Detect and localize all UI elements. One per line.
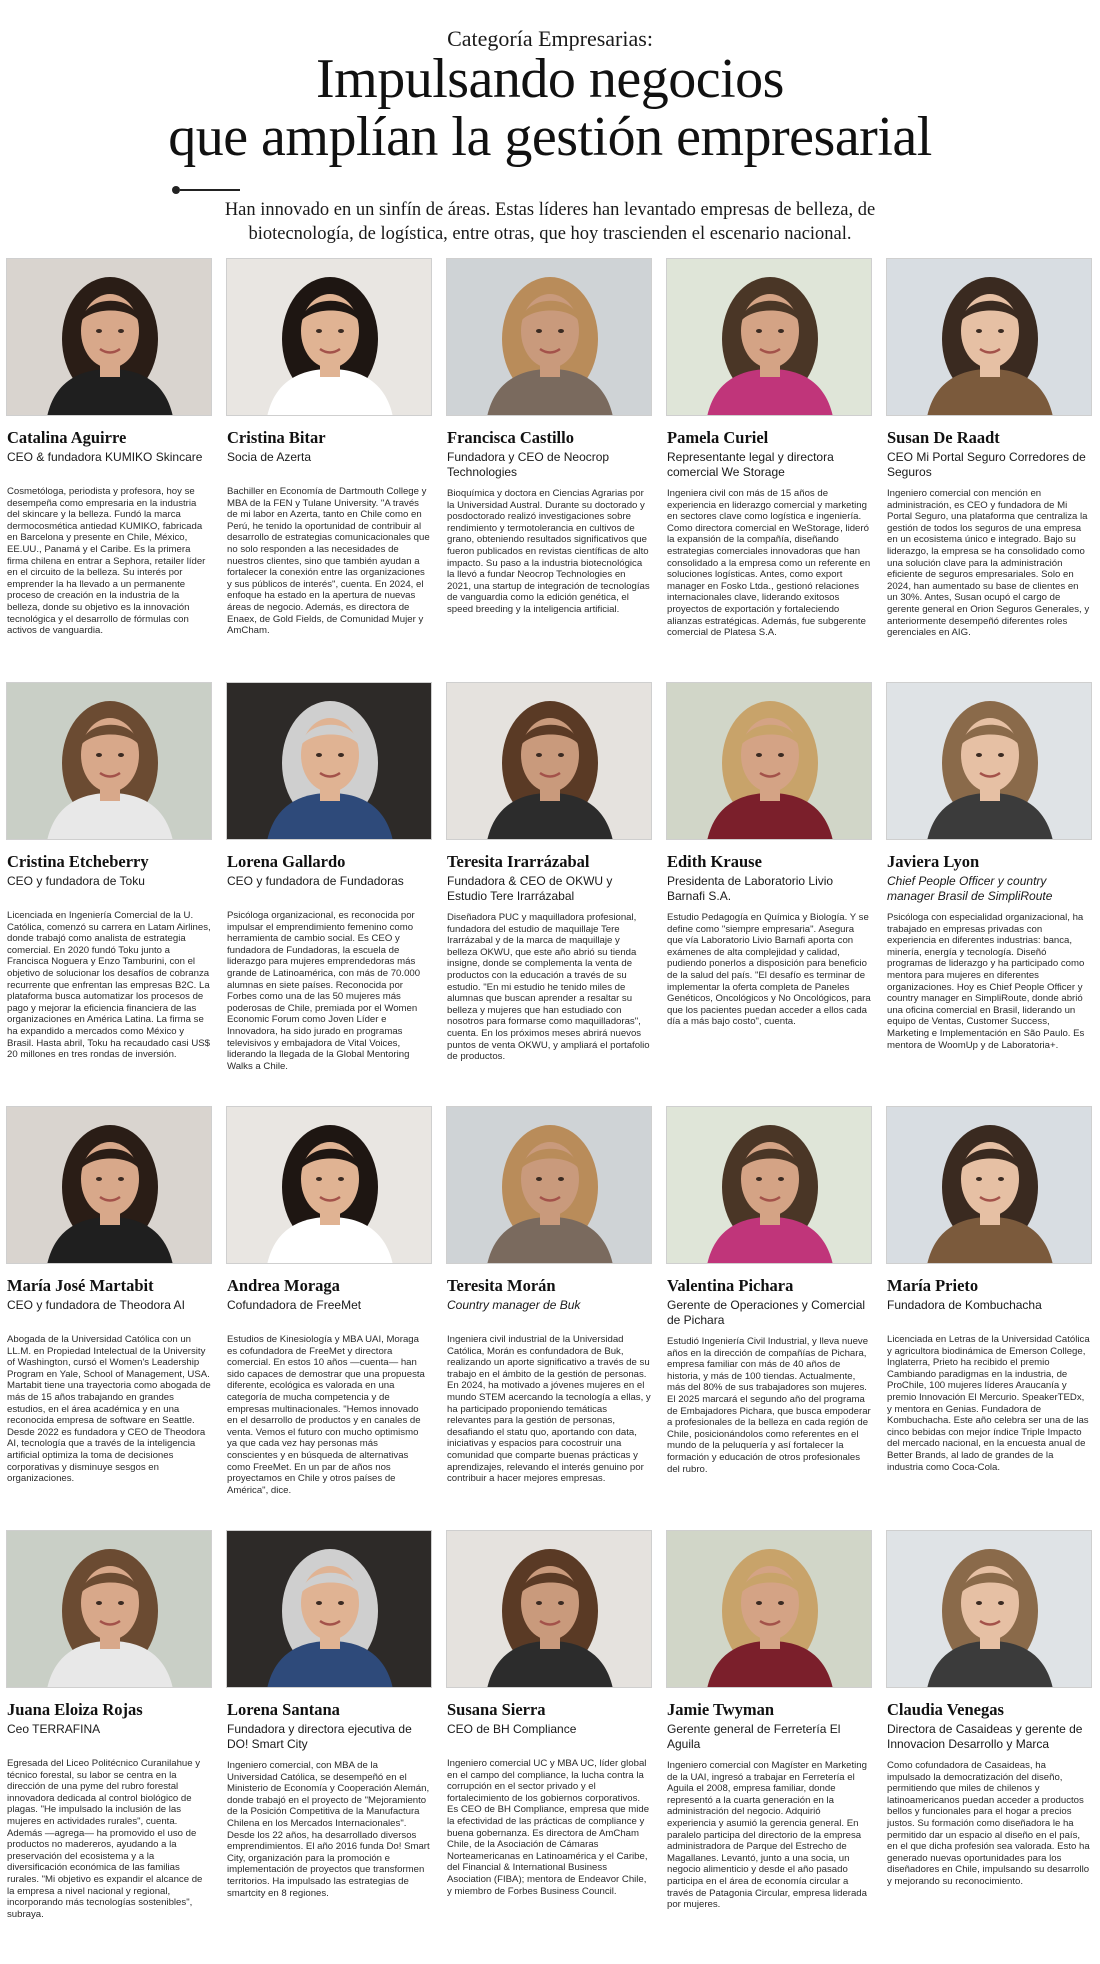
profile-name: Javiera Lyon	[887, 852, 980, 871]
profile-name: Jamie Twyman	[667, 1700, 775, 1719]
profile-bio: Ingeniera civil con más de 15 años de experiencia en liderazgo comercial y marketing en sectores clave como logística e ingeniería. Como directora comercial en WeStorage, lideró la expansión de la compañía, diseñando estrategias comerciales innovadoras que han consolidado a la empresa como un referente en soluciones logísticas. Antes, como export manager en Fosko Ltda., gestionó relaciones internacionales clave, liderando exitosos proyectos de exportación y fortaleciendo alianzas estratégicas. Además, fue subgerente comercial de Platesa S.A.	[667, 488, 871, 639]
profile-bio: Diseñadora PUC y maquilladora profesional, fundadora del estudio de maquillaje Tere Irarrázabal y de la marca de maquillaje y belleza OKWU, que este año abrió su tienda insigne, donde se complementa la venta de productos con la educación a través de su estudio. "En mi estudio he tenido miles de alumnas que buscan aprender a resaltar su belleza y mujeres que han estudiado con nosotros para formarse como maquilladoras", cuenta. En los próximos meses abrirá nuevos puntos de venta OKWU, y ampliará el portafolio de productos.	[447, 912, 650, 1063]
profile-role: Fundadora y directora ejecutiva de DO! Smart City	[227, 1722, 412, 1751]
profile-bio: Psicóloga organizacional, es reconocida por impulsar el emprendimiento femenino como herramienta de cambio social. Es CEO y fundadora de Fundadoras, la escuela de liderazgo para mujeres emprendedoras más grande de Latinoamérica, con más de 70.000 alumnas en siete países. Reconocida por Forbes como una de las 50 mujeres más poderosas de Chile, premiada por el Women Economic Forum como Joven Líder e Innovadora, ha sido jurado en programas televisivos y embajadora de Vital Voices, liderando la llegada de la Global Mentoring Walks a Chile.	[227, 910, 421, 1072]
portrait-photo	[886, 682, 1092, 840]
profile-name: Lorena Gallardo	[227, 852, 346, 871]
profile-bio: Estudió Ingeniería Civil Industrial, y lleva nueve años en la dirección de compañías de Pichara, empresa familiar con más de 40 años de historia, y más de 100 tiendas. Actualmente, más del 80% de sus trabajadores son mujeres. El 2025 marcará el segundo año del programa de Embajadores Pichara, que busca empoderar a profesionales de la belleza en cada región de Chile, posicionándolos como referentes en el mundo de la peluquería y así fortalecer la formación y educación de otros profesionales del rubro.	[667, 1336, 871, 1475]
profile-card	[446, 682, 652, 1092]
category-kicker: Categoría Empresarias:	[447, 26, 653, 51]
portrait-photo	[446, 682, 652, 840]
portrait-photo	[666, 682, 872, 840]
profile-name: María José Martabit	[7, 1276, 154, 1295]
profile-name: Lorena Santana	[227, 1700, 340, 1719]
profile-name: Susan De Raadt	[887, 428, 1000, 447]
profile-role: Country manager de Buk	[447, 1298, 581, 1312]
profile-bio: Ingeniero comercial con Magíster en Marketing de la UAI, ingresó a trabajar en Ferretería el Aguila el 2008, empresa familiar, donde representó a la cuarta generación en la administración del negocio. Adquirió experiencia y asumió la gerencia general. En paralelo participa del directorio de la empresa administradora de Parque del Estrecho de Magallanes. Levantó, junto a una socia, un negocio alimenticio y desde el año pasado participa en el área de economía circular a través de Patagonia Circular, empresa liderada por mujeres.	[667, 1760, 867, 1911]
portrait-photo	[886, 1530, 1092, 1688]
profile-name: Claudia Venegas	[887, 1700, 1004, 1719]
profile-role: CEO de BH Compliance	[447, 1722, 577, 1736]
profile-card	[226, 258, 432, 668]
profile-role: CEO y fundadora de Theodora AI	[7, 1298, 185, 1312]
profile-name: Francisca Castillo	[447, 428, 574, 447]
portrait-photo	[226, 682, 432, 840]
portrait-photo	[446, 258, 652, 416]
profile-card	[446, 258, 652, 668]
profile-card	[226, 1106, 432, 1516]
profile-card	[226, 682, 432, 1092]
profile-name: Teresita Morán	[447, 1276, 556, 1295]
profile-role: Cofundadora de FreeMet	[227, 1298, 362, 1312]
profile-role: Gerente de Operaciones y Comercial de Pichara	[667, 1298, 866, 1327]
portrait-photo	[226, 1106, 432, 1264]
profile-bio: Psicóloga con especialidad organizacional, ha trabajado en empresas privadas con experiencia en diferentes industrias: banca, minería, energía y tecnología. Diseñó programas de liderazgo y ha participado como mentora para mujeres en diferentes organizaciones. Hoy es Chief People Officer y country manager en SimpliRoute, donde abrió una oficina comercial en Brasil, liderando un equipo de Ventas, Customer Success, Marketing e Implementación en São Paulo. Es mentora de WoomUp y de Laboratoria+.	[887, 912, 1085, 1051]
profile-card	[666, 258, 872, 668]
profile-role: Chief People Officer y country manager Brasil de SimpliRoute	[887, 874, 1053, 903]
profile-bio: Licenciada en Ingeniería Comercial de la U. Católica, comenzó su carrera en Latam Airlines, donde trabajó como analista de estrategia comercial. En 2020 fundó Toku junto a Francisca Noguera y Enzo Tamburini, con el objetivo de solucionar los desafíos de cobranza recurrente que enfrentan las empresas B2C. La plataforma busca automatizar los procesos de pago y mejorar la eficiencia financiera de las organizaciones en América Latina. La firma se ha expandido a mercados como México y Brasil. Hasta abril, Toku ha recaudado casi US$ 20 millones en tres rondas de inversión.	[7, 910, 211, 1061]
profile-bio: Estudio Pedagogía en Química y Biología. Y se define como "siempre empresaria". Asegura que vía Laboratorio Livio Barnafi aporta con exámenes de alta complejidad y calidad, pudiendo ponerlos a disposición para beneficio de la salud del país. "El desafío es terminar de implementar la oferta completa de Paneles Genéticos, Oncológicos y No Oncológicos, para que los pacientes puedan acceder a ellos cada día a más bajo costo", cuenta.	[667, 912, 871, 1028]
profile-role: Ceo TERRAFINA	[7, 1722, 101, 1736]
profile-card	[446, 1530, 652, 1940]
profile-card	[6, 258, 212, 668]
profile-name: Andrea Moraga	[227, 1276, 340, 1295]
portrait-photo	[226, 258, 432, 416]
profile-name: Cristina Etcheberry	[7, 852, 149, 871]
profile-card	[446, 1106, 652, 1516]
profile-bio: Estudios de Kinesiología y MBA UAI, Moraga es cofundadora de FreeMet y directora comercial. En estos 10 años —cuenta— han sido capaces de demostrar que una propuesta diferente, ecológica es valorada en una categoría de mucha competencia y de empresas multinacionales. "Hemos innovado en el desarrollo de productos y en canales de venta. Vemos el futuro con mucho optimismo ya que cada vez hay personas más conscientes y en búsqueda de alternativas como FreeMet. En un par de años nos proyectamos en Chile y otros países de América", dice.	[227, 1334, 425, 1496]
profile-bio: Cosmetóloga, periodista y profesora, hoy se desempeña como empresaria en la industria del skincare y la belleza. Fundó la marca dermocosmética antiedad KUMIKO, fabricada en Barcelona y presente en Chile, México, EE.UU., Panamá y el Caribe. Es la primera firma chilena en entrar a Sephora, retailer líder en el circuito de la belleza. Su interés por emprender la ha llevado a un permanente proceso de creación en la industria de la belleza, donde su objetivo es la innovación tecnológica y el desarrollo de fórmulas con activos de vanguardia.	[7, 486, 206, 637]
profile-role: Fundadora & CEO de OKWU y Estudio Tere Irarrázabal	[447, 874, 613, 903]
headline-line-2: que amplían la gestión empresarial	[168, 106, 932, 168]
profile-role: CEO Mi Portal Seguro Corredores de Seguros	[887, 450, 1086, 479]
portrait-photo	[886, 1106, 1092, 1264]
profile-card	[226, 1530, 432, 1940]
profile-bio: Como cofundadora de Casaideas, ha impulsado la democratización del diseño, permitiendo que miles de chilenos y latinoamericanos puedan acceder a productos bellos y funcionales para el hogar a precios justos. Su formación como diseñadora le ha permitido dar un espacio al diseño en el país, en el que dicha profesión sea valorada. Esto ha generado nuevas oportunidades para los diseñadores en Chile, impulsando su desarrollo y mejorando su reconocimiento.	[887, 1760, 1090, 1887]
profile-name: Catalina Aguirre	[7, 428, 127, 447]
profile-card	[666, 682, 872, 1092]
portrait-photo	[666, 258, 872, 416]
profile-card	[886, 1106, 1092, 1516]
profile-role: Socia de Azerta	[227, 450, 312, 464]
profile-role: Representante legal y directora comercial We Storage	[667, 450, 834, 479]
profile-bio: Bachiller en Economía de Dartmouth College y MBA de la FEN y Tulane University. "A través de mi labor en Azerta, tanto en Chile como en Perú, he tenido la oportunidad de contribuir al desarrollo de estrategias comunicacionales que no solo responden a las necesidades de nuestros clientes, sino que también ayudan a fortalecer la conexión entre las organizaciones y sus públicos de interés", cuenta. En 2024, el enfoque ha estado en la apertura de nuevas áreas de negocio. Además, es directora de Enaex, de Gold Fields, de Comunidad Mujer y AmCham.	[227, 486, 430, 637]
profile-role: Directora de Casaideas y gerente de Innovacion Desarrollo y Marca	[887, 1722, 1083, 1751]
profile-card	[886, 682, 1092, 1092]
profile-name: Pamela Curiel	[667, 428, 769, 447]
profile-bio: Ingeniera civil industrial de la Universidad Católica, Morán es confundadora de Buk, realizando un aporte significativo a través de su trabajo en el ámbito de la gestión de personas. En 2024, ha motivado a jóvenes mujeres en el mundo STEM acercando la tecnología a ellas, y ha participado proponiendo temáticas relevantes para la gestión de personas, desafiando el statu quo, aportando con data, iniciativas y espacios para cocostruir una comunidad que comparte buenas prácticas y aprendizajes, relevando el interés genuino por contribuir a hacer mejores empresas.	[447, 1334, 651, 1485]
portrait-photo	[886, 258, 1092, 416]
profile-name: Juana Eloiza Rojas	[7, 1700, 143, 1719]
profile-role: Presidenta de Laboratorio Livio Barnafi S.A.	[667, 874, 834, 903]
portrait-photo	[226, 1530, 432, 1688]
profile-bio: Ingeniero comercial UC y MBA UC, líder global en el campo del compliance, la lucha contra la corrupción en el sector privado y el fortalecimiento de los gobiernos corporativos. Es CEO de BH Compliance, empresa que mide la efectividad de las prácticas de compliance y buena gobernanza. Es directora de AmCham Chile, de la Asociación de Cámaras Norteamericanas en Latinoamérica y el Caribe, del Financial & International Business Asociation (FIBA); mentora de Endeavor Chile, y miembro de Forbes Business Council.	[447, 1758, 650, 1897]
profile-name: Valentina Pichara	[667, 1276, 794, 1295]
profile-name: Susana Sierra	[447, 1700, 546, 1719]
profile-role: Gerente general de Ferretería El Aguila	[667, 1722, 841, 1751]
profile-bio: Egresada del Liceo Politécnico Curanilahue y técnico forestal, su labor se centra en la dirección de una pyme del rubro forestal innovadora dedicada al control biológico de plagas. "He impulsado la inclusión de las mujeres en actividades rurales", cuenta. Además —agrega— ha promovido el uso de productos no madereros, ayudando a la preservación del ecosistema y a la diversificación económica de las familias rurales. "Mi objetivo es expandir el alcance de la empresa a nivel nacional y regional, incorporando más tecnologías sostenibles", subraya.	[7, 1758, 203, 1920]
profile-name: María Prieto	[887, 1276, 979, 1295]
profile-name: Cristina Bitar	[227, 428, 326, 447]
profile-role: CEO y fundadora de Toku	[7, 874, 145, 888]
profile-bio: Abogada de la Universidad Católica con un LL.M. en Propiedad Intelectual de la University of Washington, cursó el Women's Leadership Program en Yale, School of Management, USA. Martabit tiene una trayectoria como abogada de más de 15 años trabajando en grandes estudios, en el área académica y en una reconocida empresa de software en Seattle. Desde 2022 es fundadora y CEO de Theodora AI, tecnología que a través de la inteligencia artificial optimiza la toma de decisiones corporativas y disminuye sesgos en organizaciones.	[7, 1334, 211, 1485]
portrait-photo	[6, 682, 212, 840]
profile-bio: Bioquímica y doctora en Ciencias Agrarias por la Universidad Austral. Durante su doctorado y posdoctorado realizó investigaciones sobre rendimiento y termotolerancia en cultivos de grano, obteniendo resultados significativos que fueron publicados en revistas científicas de alto impacto. Su paso a la industria biotecnológica la llevó a fundar Neocrop Technologies en 2021, una startup de integración de tecnologías de vanguardia como la edición genética, el speed breeding y la inteligencia artificial.	[447, 488, 650, 615]
profile-name: Edith Krause	[667, 852, 762, 871]
portrait-photo	[6, 258, 212, 416]
portrait-photo	[666, 1106, 872, 1264]
profile-card	[6, 1106, 212, 1516]
portrait-photo	[446, 1106, 652, 1264]
profile-card	[666, 1106, 872, 1516]
portrait-photo	[446, 1530, 652, 1688]
profile-role: CEO y fundadora de Fundadoras	[227, 874, 404, 888]
profile-bio: Ingeniero comercial, con MBA de la Universidad Católica, se desempeñó en el Ministerio de Economía y Cooperación Alemán, donde trabajó en el proyecto de "Mejoramiento de la Posición Competitiva de la Manufactura Chilena en los Mercados Internacionales". Desde los 22 años, ha desarrollado diversos emprendimientos. El año 2016 funda Do! Smart City, organización para la promoción e implementación de proyectos que transformen territorios. Ha impulsado las estrategias de smartcity en 8 regiones.	[227, 1760, 430, 1899]
profile-bio: Ingeniero comercial con mención en administración, es CEO y fundadora de Mi Portal Seguro, una plataforma que centraliza la gestión de todos los seguros de una empresa en un ecosistema único e integrado. Bajo su liderazgo, la empresa se ha consolidado como una solución clave para la administración eficiente de seguros empresariales. Solo en 2024, han aumentado su base de clientes en un 30%. Antes, Susan ocupó el cargo de gerente general en Orion Seguros Generales, y anteriormente desempeñó diferentes roles gerenciales en AIG.	[887, 488, 1090, 639]
profile-role: CEO & fundadora KUMIKO Skincare	[7, 450, 203, 464]
profile-name: Teresita Irarrázabal	[447, 852, 590, 871]
portrait-photo	[666, 1530, 872, 1688]
portrait-photo	[6, 1106, 212, 1264]
profile-card	[6, 1530, 212, 1940]
headline-line-1: Impulsando negocios	[316, 48, 784, 110]
profile-role: Fundadora de Kombuchacha	[887, 1298, 1042, 1312]
profile-card	[886, 258, 1092, 668]
profile-role: Fundadora y CEO de Neocrop Technologies	[447, 450, 610, 479]
profile-card	[6, 682, 212, 1092]
profile-card	[666, 1530, 872, 1940]
profile-card	[886, 1530, 1092, 1940]
dek-text: Han innovado en un sinfín de áreas. Estas líderes han levantado empresas de belleza, de biotecnología, de logística, entre otras, que hoy trascienden el escenario nacional.	[224, 200, 876, 244]
profile-bio: Licenciada en Letras de la Universidad Católica y agricultora biodinámica de Emerson College, Inglaterra, Prieto ha recibido el premio Cambiando paradigmas en la industria, de ProChile, 100 mujeres líderes Araucanía y premio Innovación El Mercurio. SpeakerTEDx, y mentora en Genias. Fundadora de Kombuchacha. Este año celebra ser una de las cinco bebidas con mejor índice Triple Impacto del mercado nacional, en la encuesta anual de Better Brands, al lado de grandes de la industria como Coca-Cola.	[887, 1334, 1090, 1473]
portrait-photo	[6, 1530, 212, 1688]
